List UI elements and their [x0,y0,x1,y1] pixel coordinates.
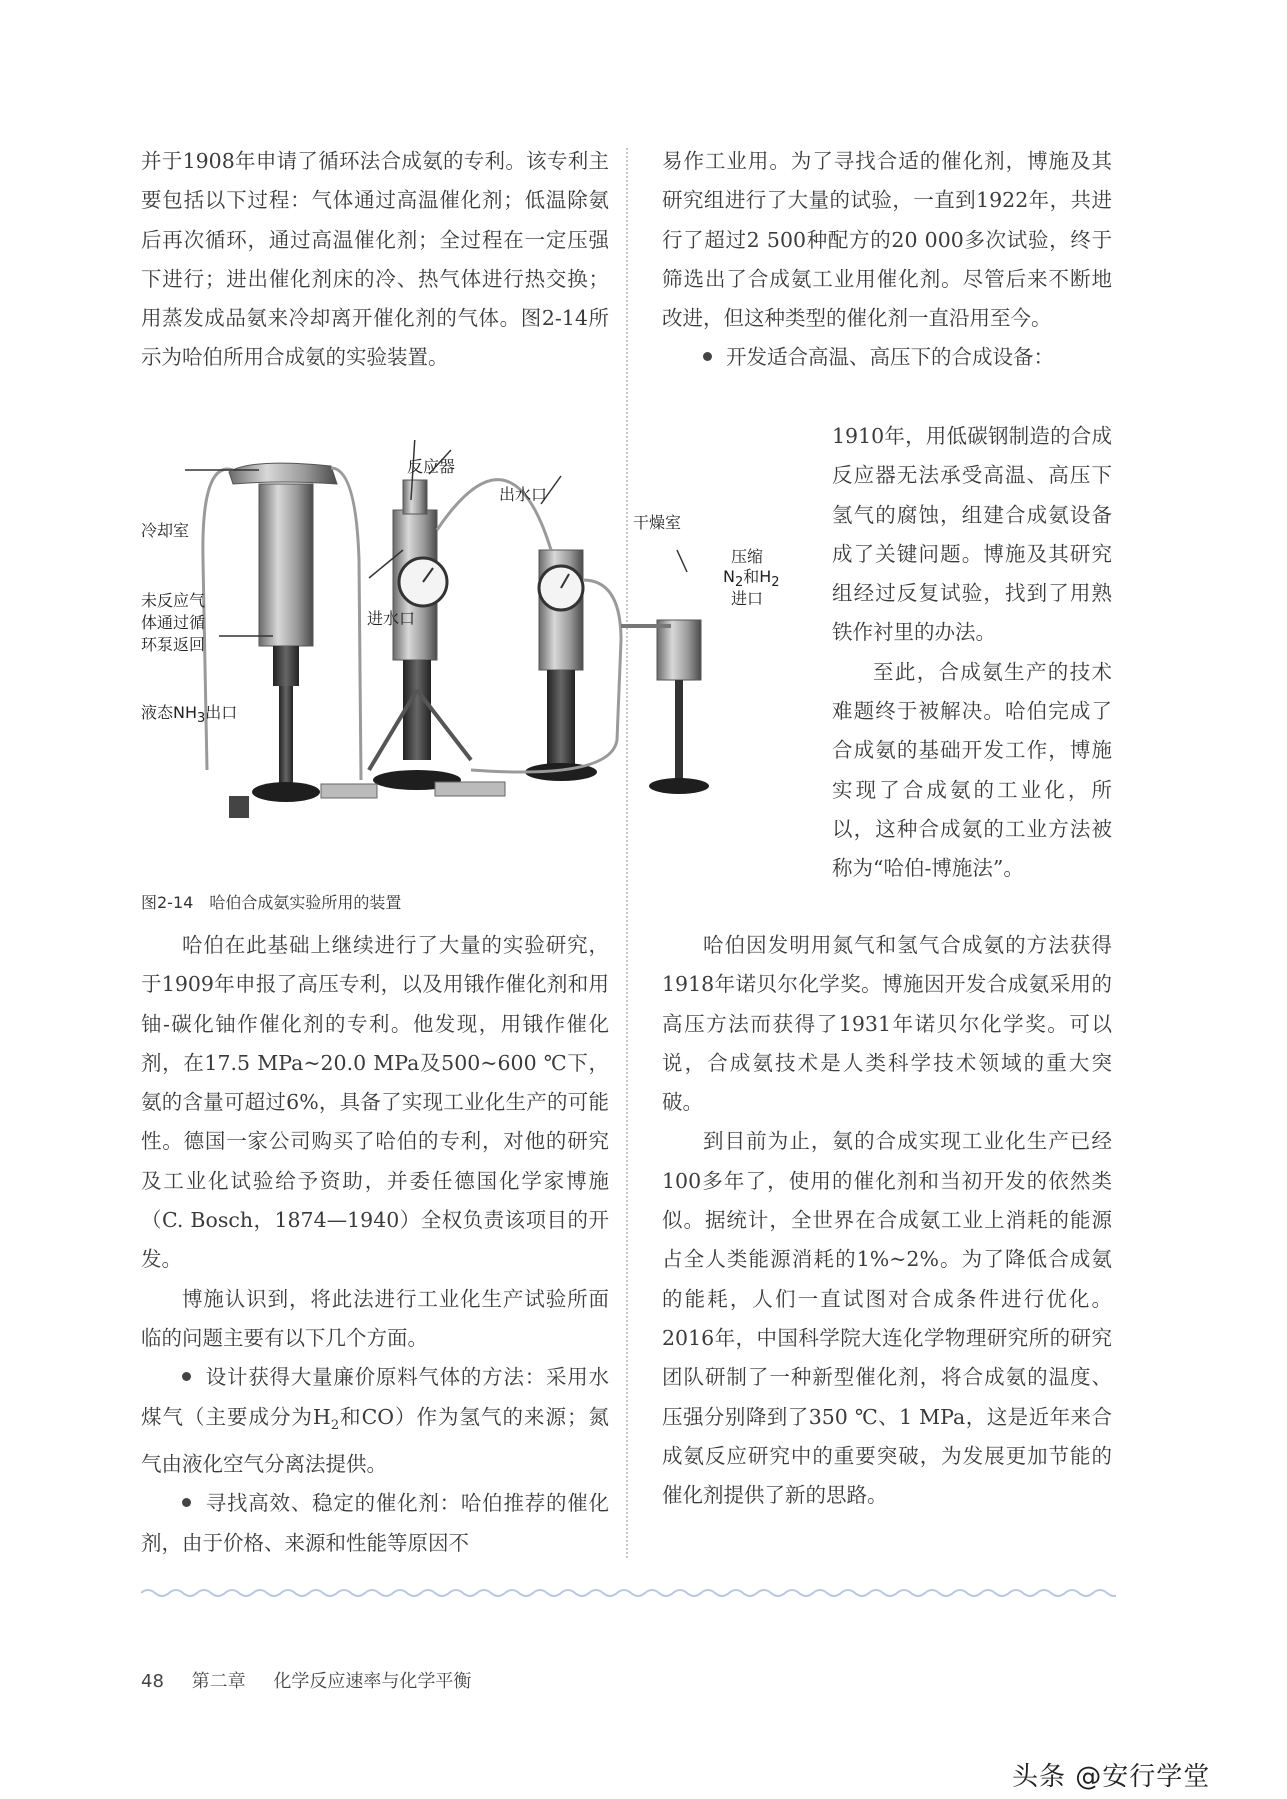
label-compress-line2: $N_2$和$H_2$ [723,567,780,591]
label-compress-line1: 压缩 [731,547,764,566]
left-paragraph-2: 哈伯在此基础上继续进行了大量的实验研究，于1909年申报了高压专利，以及用锇作催化剂和用铀-碳化铀作催化剂的专利。他发现，用锇作催化剂，在17.5 MPa~20.0 MPa及500~600 ℃下，氨的含量可超过6%，具备了实现工业化生产的可能性。德国一家公司购买了哈伯的专利，对他的研究及工业化试验给予资助，并委任德国化学家博施（C. Bosch，1874—1940）全权负责该项目的开发。 [141,933,609,1272]
left-column-top [141,142,609,378]
bullet-equipment-head: 开发适合高温、高压下的合成设备： [662,338,1112,377]
apparatus-illustration [141,440,791,860]
left-paragraph-1: 并于1908年申请了循环法合成氨的专利。该专利主要包括以下过程：气体通过高温催化剂；低温除氨后再次循环，通过高温催化剂；全过程在一定压强下进行；进出催化剂床的冷、热气体进行热交换；用蒸发成品氨来冷却离开催化剂的气体。图2-14所示为哈伯所用合成氨的实验装置。 [141,149,609,370]
bullet-dot [182,1498,191,1507]
right-column-bottom [662,926,1112,1515]
right-inset-text [832,417,1112,889]
right-column-top [662,142,1112,378]
left-column-bottom [141,926,609,1563]
figure-caption: 图2-14 哈伯合成氨实验所用的装置 [141,893,402,912]
wave-divider [141,1586,1116,1600]
label-water-outlet: 出水口 [499,485,548,504]
label-compress-line3: 进口 [731,589,764,608]
page-number: 48 [141,1671,164,1692]
bullet-equipment-body: 1910年，用低碳钢制造的合成反应器无法承受高温、高压下氢气的腐蚀，组建合成氨设备成了关键问题。博施及其研究组经过反复试验，找到了用熟铁作衬里的办法。 [832,424,1112,645]
apparatus-figure [141,440,791,860]
label-unreacted-line2: 体通过循 [141,613,206,632]
label-cooling-chamber: 冷却室 [141,521,190,540]
label-unreacted-line1: 未反应气 [141,591,206,610]
label-drying-chamber: 干燥室 [633,513,682,532]
right-paragraph-3: 哈伯因发明用氮气和氢气合成氨的方法获得1918年诺贝尔化学奖。博施因开发合成氨采用的高压方法而获得了1931年诺贝尔化学奖。可以说，合成氨技术是人类科学技术领域的重大突破。 [662,933,1112,1115]
chapter-title: 化学反应速率与化学平衡 [273,1671,472,1692]
right-paragraph-1: 易作工业用。为了寻找合适的催化剂，博施及其研究组进行了大量的试验，一直到1922年，共进行了超过2 500种配方的20 000多次试验，终于筛选出了合成氨工业用催化剂。尽管后来不断地改进，但这种类型的催化剂一直沿用至今。 [662,149,1112,331]
chapter-number: 第二章 [191,1671,246,1692]
right-paragraph-2: 至此，合成氨生产的技术难题终于被解决。哈伯完成了合成氨的基础开发工作，博施实现了合成氨的工业化，所以，这种合成氨的工业方法被称为“哈伯-博施法”。 [832,659,1112,881]
page-footer [141,1667,493,1693]
bullet-dot [182,1372,191,1381]
label-unreacted-line3: 环泵返回 [141,635,206,654]
label-liquid-nh3: 液态$NH_3$出口 [141,703,238,727]
bullet-catalyst: 寻找高效、稳定的催化剂：哈伯推荐的催化剂，由于价格、来源和性能等原因不 [141,1491,609,1555]
left-paragraph-3: 博施认识到，将此法进行工业化生产试验所面临的问题主要有以下几个方面。 [141,1286,609,1350]
label-water-inlet: 进水口 [367,609,416,628]
bullet-dot [703,352,712,361]
right-paragraph-4: 到目前为止，氨的合成实现工业化生产已经100多年了，使用的催化剂和当初开发的依然类似。据统计，全世界在合成氨工业上消耗的能源占全人类能源消耗的1%~2%。为了降低合成氨的能耗，人们一直试图对合成条件进行优化。2016年，中国科学院大连化学物理研究所的研究团队研制了一种新型催化剂，将合成氨的温度、压强分别降到了350 ℃、1 MPa，这是近年来合成氨反应研究中的重要突破，为发展更加节能的催化剂提供了新的思路。 [662,1129,1112,1508]
watermark: 头条 @安行学堂 [1012,1762,1211,1792]
bullet-raw-gas: 设计获得大量廉价原料气体的方法：采用水煤气（主要成分为$H_2$和CO）作为氢气的来源；氮气由液化空气分离法提供。 [141,1365,609,1476]
label-reactor: 反应器 [407,457,456,476]
